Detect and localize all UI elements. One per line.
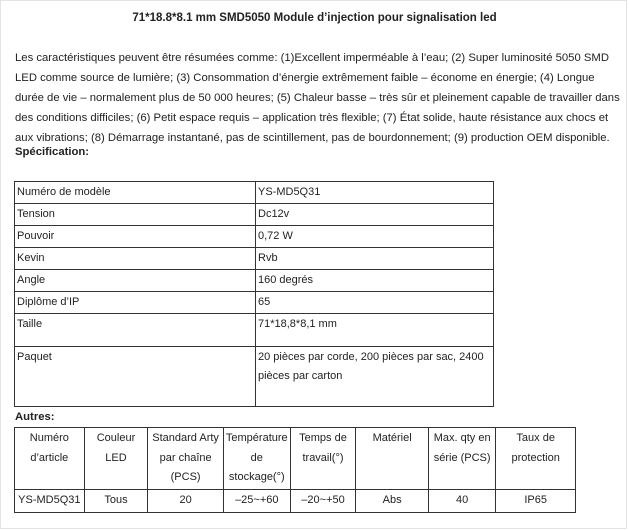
header-cell: Numéro d’article	[15, 428, 85, 490]
table-cell: 40	[428, 489, 495, 512]
header-cell: Max. qty en série (PCS)	[428, 428, 495, 490]
spec-value: 160 degrés	[256, 270, 494, 292]
spec-value: 20 pièces par corde, 200 pièces par sac, 2400 pièces par carton	[256, 347, 494, 407]
table-row	[15, 489, 576, 512]
spec-row	[15, 347, 494, 407]
header-cell: Temps de travail(°)	[290, 428, 356, 490]
spec-key: Tension	[15, 204, 256, 226]
others-table	[14, 427, 576, 513]
product-description: Les caractéristiques peuvent être résumées comme: (1)Excellent imperméable à l’eau; (2) Super luminosité 5050 SMD LED comme source de lumière; (3) Consommation d’énergie extrêmement faible – économe en énergie; (4) Longue durée de vie – normalement plus de 50 000 heures; (5) Chaleur basse – très sûr et pleinement capable de travailler dans des conditions difficiles; (6) Petit espace requis – application très flexible; (7) État solide, haute résistance aux chocs et aux vibrations; (8) Démarrage instantané, pas de scintillement, pas de bourdonnement; (9) production OEM disponible.	[15, 52, 620, 144]
spec-value: 65	[256, 292, 494, 314]
spec-value: 0,72 W	[256, 226, 494, 248]
spec-value: YS-MD5Q31	[256, 182, 494, 204]
table-cell: YS-MD5Q31	[15, 489, 85, 512]
spec-row	[15, 204, 494, 226]
table-cell: Tous	[84, 489, 148, 512]
page-title: 71*18.8*8.1 mm SMD5050 Module d’injection pour signalisation led	[132, 12, 497, 24]
spec-row	[15, 292, 494, 314]
table-cell: 20	[148, 489, 224, 512]
header-cell: Taux de protection	[496, 428, 576, 490]
header-cell: Standard Arty par chaîne (PCS)	[148, 428, 224, 490]
header-cell: Matériel	[356, 428, 429, 490]
others-heading: Autres:	[15, 411, 55, 423]
spec-key: Angle	[15, 270, 256, 292]
spec-table	[14, 181, 494, 407]
spec-key: Kevin	[15, 248, 256, 270]
spec-value: 71*18,8*8,1 mm	[256, 314, 494, 347]
spec-key: Taille	[15, 314, 256, 347]
spec-row	[15, 270, 494, 292]
spec-row	[15, 226, 494, 248]
table-cell: IP65	[496, 489, 576, 512]
table-cell: –20~+50	[290, 489, 356, 512]
table-cell: –25~+60	[223, 489, 290, 512]
header-cell: Couleur LED	[84, 428, 148, 490]
spec-value: Rvb	[256, 248, 494, 270]
header-cell: Température de stockage(°)	[223, 428, 290, 490]
table-cell: Abs	[356, 489, 429, 512]
spec-row	[15, 182, 494, 204]
spec-key: Numéro de modèle	[15, 182, 256, 204]
spec-key: Pouvoir	[15, 226, 256, 248]
spec-key: Paquet	[15, 347, 256, 407]
spec-row	[15, 314, 494, 347]
spec-key: Diplôme d’IP	[15, 292, 256, 314]
spec-value: Dc12v	[256, 204, 494, 226]
others-header-row	[15, 428, 576, 490]
spec-row	[15, 248, 494, 270]
spec-heading: Spécification:	[15, 146, 90, 158]
